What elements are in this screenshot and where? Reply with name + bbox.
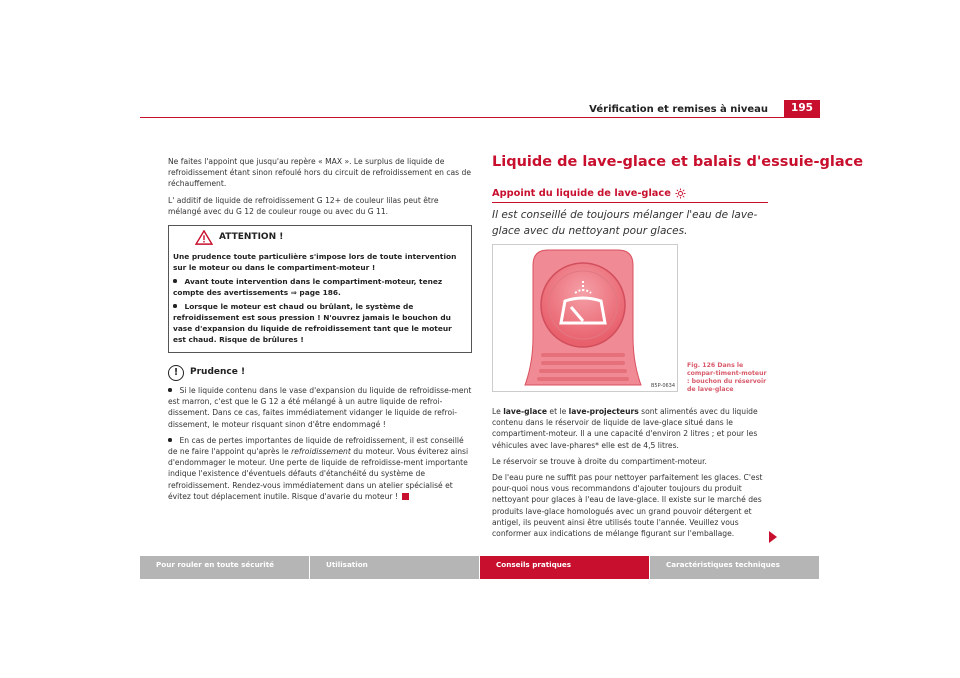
left-column [168, 156, 472, 507]
warning-item: Lorsque le moteur est chaud ou brûlant, le système de refroidissement est sous pression ! N'ouvrez jamais le bouchon du vase d'expansion du liquide de refroidissement tant que le moteur est chaud. Risque de brûlures ! [173, 302, 452, 345]
section-title: Liquide de lave-glace et balais d'essuie-glace [492, 154, 864, 170]
bullet-icon [173, 304, 177, 308]
lead-paragraph: Il est conseillé de toujours mélanger l'eau de lave-glace avec du nettoyant pour glaces. [492, 209, 758, 237]
tab-safety[interactable]: Pour rouler en toute sécurité [140, 556, 310, 579]
warning-triangle-icon [195, 230, 213, 245]
page-number: 195 [784, 100, 820, 117]
header-rule [140, 117, 820, 118]
caution-title: Prudence ! [190, 367, 246, 378]
warning-box [168, 225, 472, 353]
figure-washer-cap [492, 244, 678, 392]
caution-item: En cas de pertes importantes de liquide de refroidissement, il est conseillé de ne faire l'appoint qu'après le refroidissement du moteur. Vous éviterez ainsi d'endommager le moteur. Une perte de liquide de refroidisse-ment importante indique l'existence d'éventuels défauts d'étanchéité du système de refroidissement. Rendez-vous immédiatement dans un atelier spécialisé et évitez tout déplacement inutile. Risque d'avarie du moteur ! [168, 435, 469, 501]
paragraph: Ne faites l'appoint que jusqu'au repère « MAX ». Le surplus de liquide de refroidissement étant sinon refoulé hors du circuit de refroidissement en cas de réchauffement. [168, 157, 472, 189]
right-body-text [492, 406, 768, 544]
footer-navigation [140, 556, 820, 579]
bullet-icon [168, 438, 172, 442]
figure-caption: Fig. 126 Dans le compar-timent-moteur : bouchon du réservoir de lave-glace [687, 362, 767, 393]
running-header: Vérification et remises à niveau [589, 104, 768, 115]
right-column [492, 152, 864, 239]
bullet-icon [168, 388, 172, 392]
warning-intro: Une prudence toute particulière s'impose lors de toute intervention sur le moteur ou dans le compartiment-moteur ! [173, 252, 457, 273]
tab-practical-tips[interactable]: Conseils pratiques [480, 556, 650, 579]
tab-usage[interactable]: Utilisation [310, 556, 480, 579]
sun-icon [675, 188, 686, 199]
caution-header [168, 365, 472, 381]
washer-cap-illustration [493, 245, 677, 391]
warning-header [173, 226, 467, 251]
section-end-icon [402, 493, 409, 500]
paragraph: Le réservoir se trouve à droite du compartiment-moteur. [492, 456, 707, 466]
caution-item: Si le liquide contenu dans le vase d'expansion du liquide de refroidisse-ment est marron, c'est que le G 12 a été mélangé à un autre liquide de refroi-dissement. Dans ce cas, faites immédiatement vidanger le liquide de refroi-dissement, le moteur risquant sinon d'être endommagé ! [168, 386, 472, 429]
warning-title: ATTENTION ! [219, 231, 284, 242]
subsection-title: Appoint du liquide de lave-glace [492, 188, 768, 203]
paragraph: De l'eau pure ne suffit pas pour nettoyer parfaitement les glaces. C'est pour-quoi nous vous recommandons d'ajouter toujours du produit nettoyant pour glaces à l'eau de lave-glace. Il existe sur le marché des produits lave-glace homologués avec un grand pouvoir détergent et antigel, ils peuvent ainsi être utilisés toute l'année. Veuillez vous conformer aux indications de mélange figurant sur l'emballage. [492, 473, 763, 539]
figure-code: B5P-0634 [651, 383, 676, 389]
exclamation-circle-icon: ! [168, 365, 184, 381]
bullet-icon [173, 279, 177, 283]
tab-technical-specs[interactable]: Caractéristiques techniques [650, 556, 820, 579]
next-page-arrow-icon[interactable] [769, 531, 777, 543]
warning-item: Avant toute intervention dans le compartiment-moteur, tenez compte des avertissements ⇒ page 186. [173, 277, 443, 298]
paragraph: L' additif de liquide de refroidissement G 12+ de couleur lilas peut être mélangé avec du G 12 de couleur rouge ou avec du G 11. [168, 195, 439, 216]
paragraph: Le lave-glace et le lave-projecteurs sont alimentés avec du liquide contenu dans le réservoir de liquide de lave-glace situé dans le compartiment-moteur. Il a une capacité d'environ 2 litres ; et pour les véhicules avec lave-phares* elle est de 4,5 litres. [492, 407, 758, 450]
